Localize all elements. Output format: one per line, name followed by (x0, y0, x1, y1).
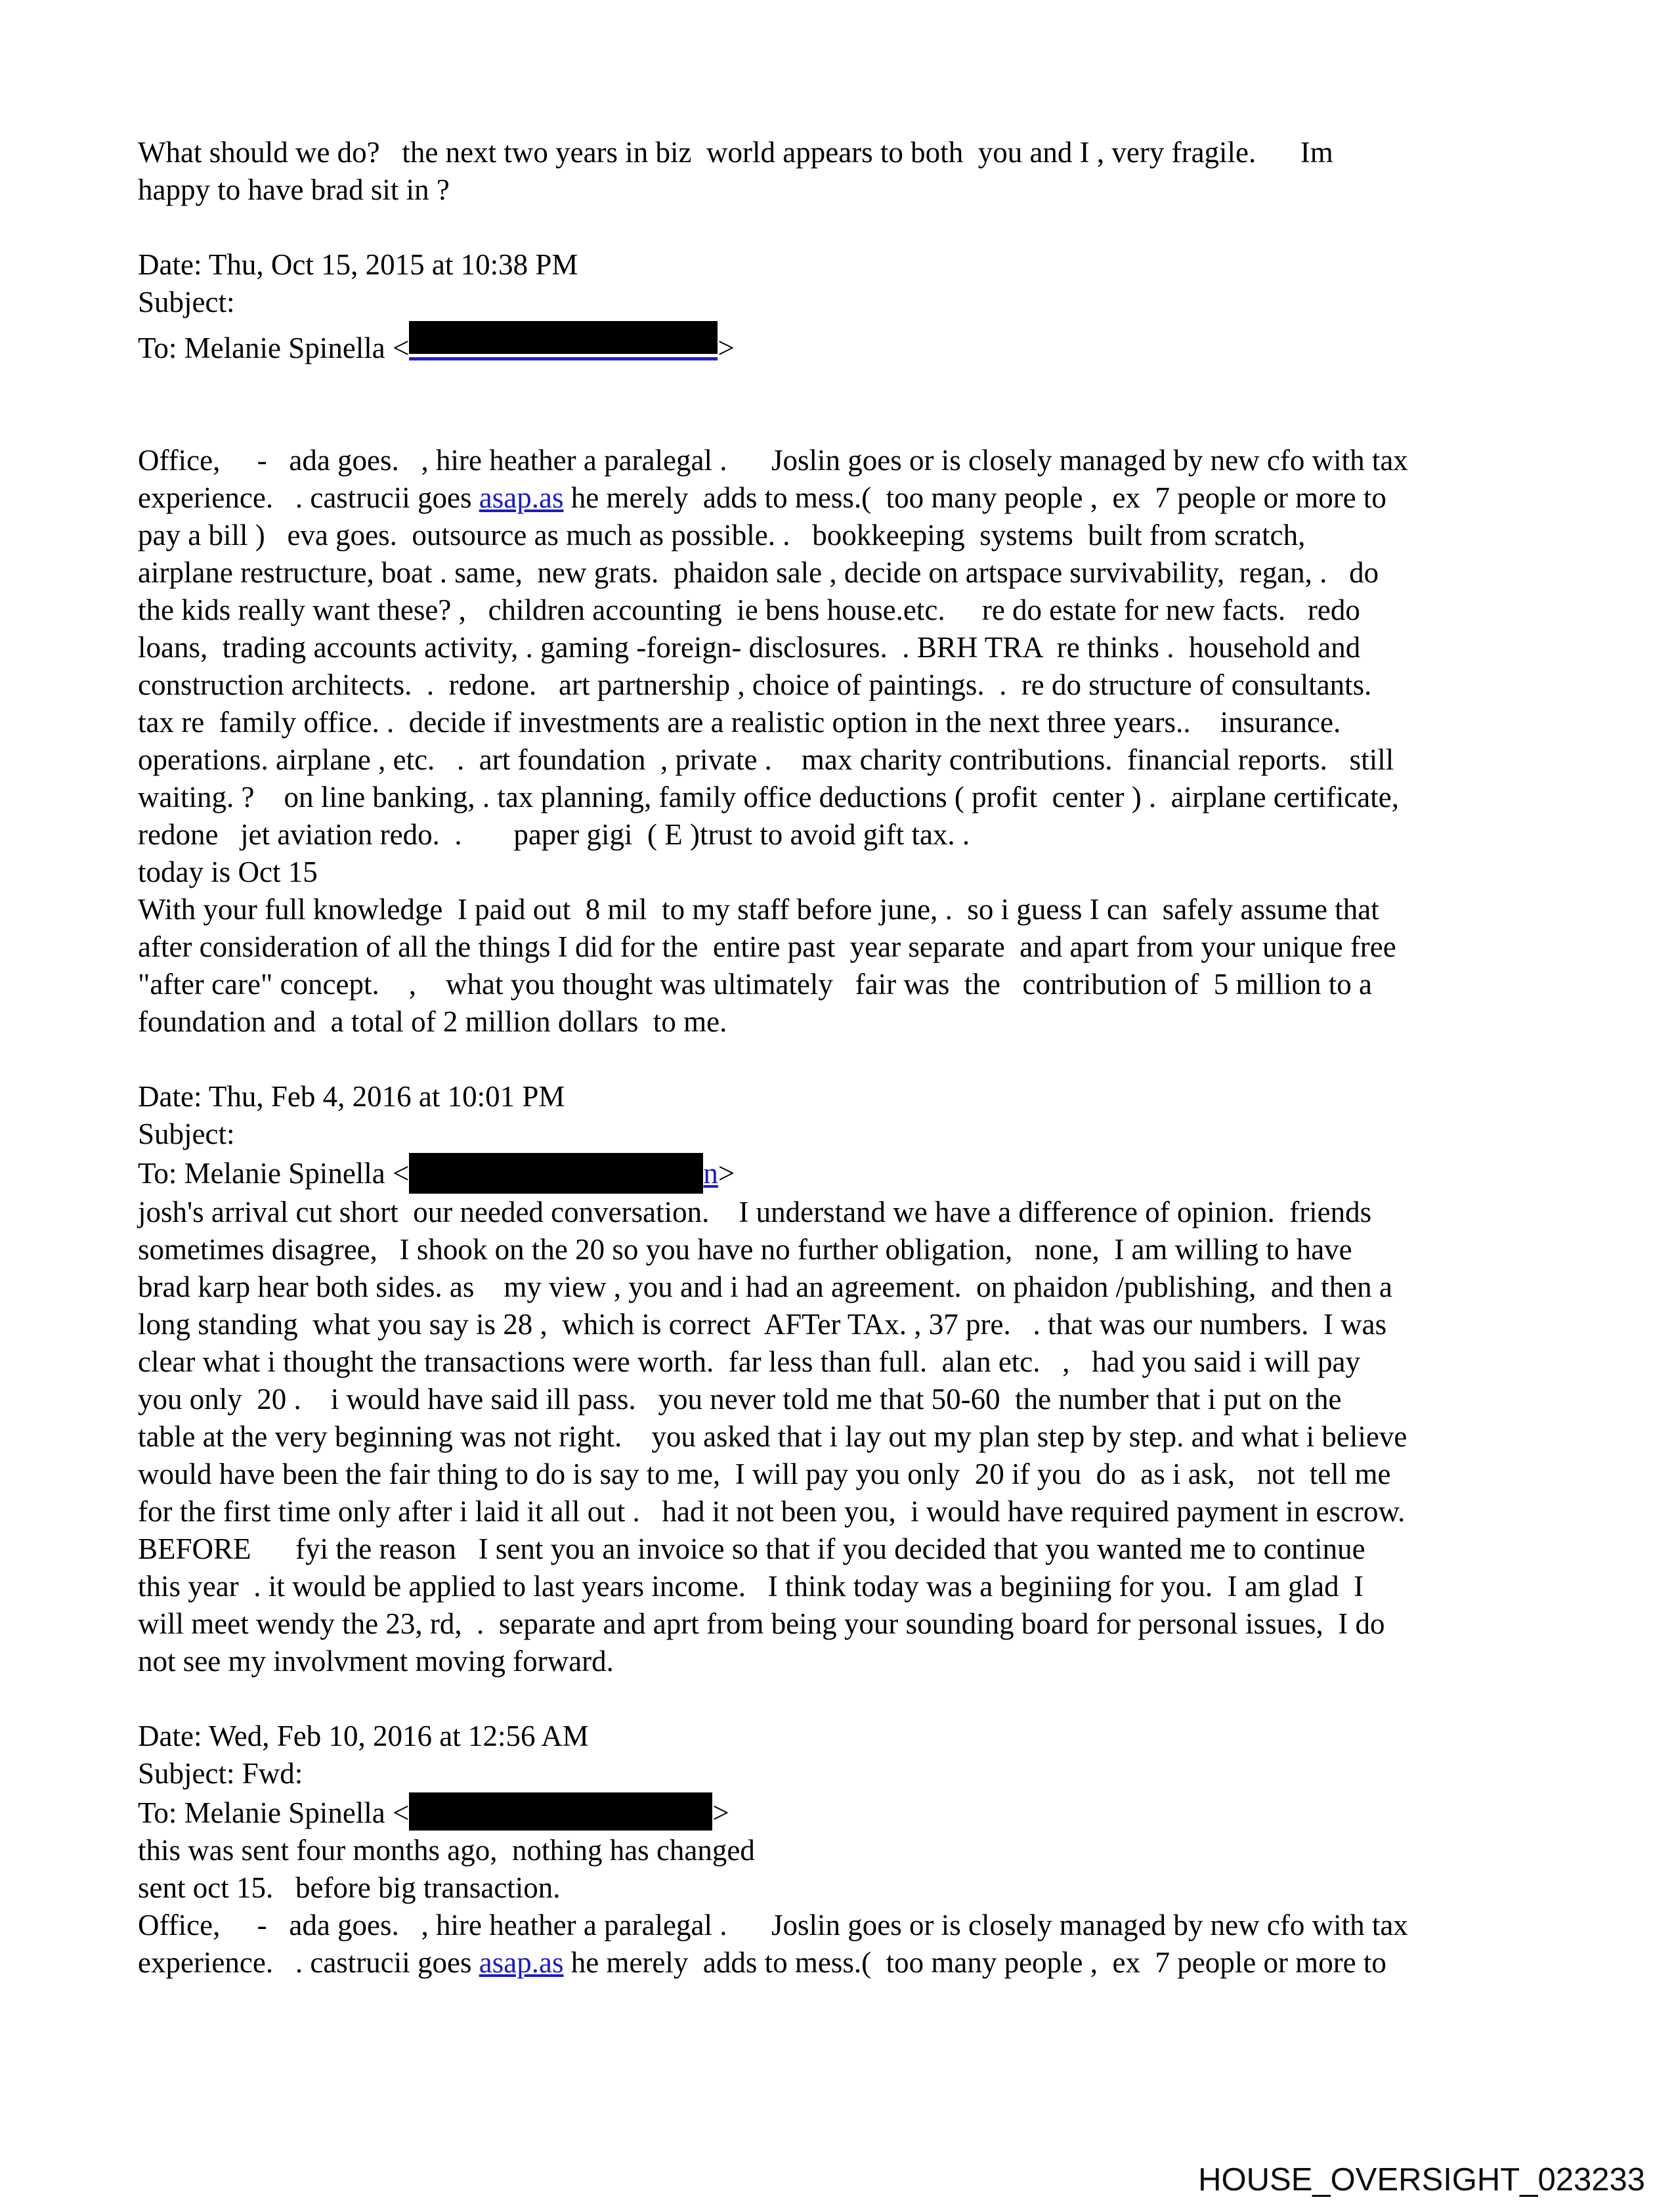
email-header-2 (138, 1078, 1576, 1194)
asap-link[interactable]: asap.as (479, 1946, 564, 1979)
text-line (138, 1832, 1576, 1869)
text-line (138, 1530, 1576, 1568)
redaction-bar (409, 1792, 712, 1831)
date-line (138, 1718, 1576, 1755)
text-line (138, 1381, 1576, 1418)
text-segment: waiting. ? on line banking, . tax planning, family office deductions ( profit center ) . airplane certificate, (138, 781, 1400, 813)
intro-paragraph (138, 134, 1576, 209)
date-line (138, 1078, 1576, 1116)
text-line (138, 1568, 1576, 1605)
text-line (138, 779, 1576, 816)
text-line (138, 928, 1576, 966)
text-segment: happy to have brad sit in ? (138, 173, 450, 206)
text-segment: he merely adds to mess.( too many people , ex 7 people or more to (563, 481, 1386, 514)
text-segment: "after care" concept. , what you thought was ultimately fair was the contribution of 5 million to a (138, 968, 1373, 1001)
text-line (138, 1003, 1576, 1041)
text-segment: pay a bill ) eva goes. outsource as much as possible. . bookkeeping systems built from scratch, (138, 519, 1306, 552)
text-segment: To: Melanie Spinella < (138, 1157, 410, 1190)
email-body-2 (138, 1194, 1576, 1680)
text-line (138, 966, 1576, 1003)
text-segment: Office, - ada goes. , hire heather a paralegal . Joslin goes or is closely managed by new cfo with tax (138, 1909, 1408, 1941)
email-body-1 (138, 442, 1576, 1041)
text-line (138, 1194, 1576, 1231)
text-line (138, 1231, 1576, 1269)
redaction-bar (409, 321, 718, 360)
text-line (138, 592, 1576, 629)
date-line (138, 246, 1576, 284)
text-line (138, 1643, 1576, 1680)
text-line (138, 1869, 1576, 1907)
text-line (138, 1493, 1576, 1530)
text-line (138, 1343, 1576, 1381)
text-line (138, 629, 1576, 666)
text-line (138, 741, 1576, 779)
text-segment: Date: Wed, Feb 10, 2016 at 12:56 AM (138, 1720, 589, 1752)
text-segment: redone jet aviation redo. . paper gigi ( E )trust to avoid gift tax. . (138, 818, 970, 851)
text-line (138, 1907, 1576, 1944)
text-line (138, 891, 1576, 928)
text-segment: BEFORE fyi the reason I sent you an invoice so that if you decided that you wanted me to continue (138, 1532, 1365, 1565)
text-segment: > (718, 1157, 735, 1190)
text-segment: sent oct 15. before big transaction. (138, 1871, 561, 1904)
text-segment: table at the very beginning was not right. you asked that i lay out my plan step by step. and what i believe (138, 1420, 1407, 1453)
text-line (138, 442, 1576, 479)
text-segment: would have been the fair thing to do is say to me, I will pay you only 20 if you do as i ask, not tell me (138, 1458, 1391, 1490)
text-line (138, 134, 1576, 171)
text-line (138, 479, 1576, 517)
text-segment: you only 20 . i would have said ill pass. you never told me that 50-60 the number that i put on the (138, 1383, 1342, 1416)
text-line (138, 1306, 1576, 1343)
text-line (138, 554, 1576, 592)
text-segment: this was sent four months ago, nothing has changed (138, 1834, 755, 1867)
text-segment: To: Melanie Spinella < (138, 332, 410, 364)
text-segment: experience. . castrucii goes (138, 481, 479, 514)
subject-line (138, 1116, 1576, 1153)
text-segment: foundation and a total of 2 million dollars to me. (138, 1005, 727, 1038)
text-line (138, 1456, 1576, 1493)
text-segment: the kids really want these? , children accounting ie bens house.etc. re do estate for new facts. redo (138, 594, 1360, 626)
text-segment: Subject: Fwd: (138, 1757, 303, 1790)
text-segment: With your full knowledge I paid out 8 mil to my staff before june, . so i guess I can safely assume that (138, 893, 1379, 926)
asap-link[interactable]: asap.as (479, 481, 564, 514)
text-line (138, 517, 1576, 554)
redaction-bar (409, 1153, 703, 1194)
email-header-1 (138, 246, 1576, 367)
text-segment: operations. airplane , etc. . art foundation , private . max charity contributions. financial reports. still (138, 743, 1394, 776)
text-segment: tax re family office. . decide if investments are a realistic option in the next three years.. insurance. (138, 706, 1341, 739)
text-segment: not see my involvment moving forward. (138, 1645, 614, 1678)
text-line (138, 816, 1576, 854)
to-line (138, 321, 1576, 367)
text-line (138, 171, 1576, 209)
text-segment: Office, - ada goes. , hire heather a paralegal . Joslin goes or is closely managed by new cfo with tax (138, 444, 1408, 477)
text-segment: To: Melanie Spinella < (138, 1796, 410, 1829)
text-segment: clear what i thought the transactions were worth. far less than full. alan etc. , had you said i will pay (138, 1345, 1360, 1378)
text-segment: this year . it would be applied to last years income. I think today was a beginiing for you. I am glad I (138, 1570, 1364, 1603)
to-line (138, 1792, 1576, 1832)
email-header-3 (138, 1718, 1576, 1832)
text-segment: airplane restructure, boat . same, new grats. phaidon sale , decide on artspace survivability, regan, . do (138, 556, 1379, 589)
text-segment: josh's arrival cut short our needed conversation. I understand we have a difference of opinion. friends (138, 1196, 1372, 1228)
text-segment: brad karp hear both sides. as my view , you and i had an agreement. on phaidon /publishing, and then a (138, 1270, 1392, 1303)
text-segment: will meet wendy the 23, rd, . separate and aprt from being your sounding board for personal issues, I do (138, 1607, 1385, 1640)
text-line (138, 1269, 1576, 1306)
text-line (138, 854, 1576, 891)
text-segment: for the first time only after i laid it all out . had it not been you, i would have required payment in escrow. (138, 1495, 1406, 1528)
subject-line (138, 284, 1576, 321)
text-line (138, 666, 1576, 704)
text-line (138, 1605, 1576, 1643)
text-segment: > (712, 1796, 729, 1829)
text-segment: loans, trading accounts activity, . gaming -foreign- disclosures. . BRH TRA re thinks . household and (138, 631, 1361, 664)
bates-number: HOUSE_OVERSIGHT_023233 (1198, 2162, 1645, 2198)
text-segment: Subject: (138, 286, 235, 318)
text-segment: Date: Thu, Oct 15, 2015 at 10:38 PM (138, 248, 578, 281)
to-line (138, 1153, 1576, 1194)
text-segment: sometimes disagree, I shook on the 20 so you have no further obligation, none, I am willing to have (138, 1233, 1352, 1266)
text-segment: today is Oct 15 (138, 856, 318, 888)
text-segment: experience. . castrucii goes (138, 1946, 479, 1979)
text-line (138, 704, 1576, 741)
text-segment: > (718, 332, 735, 364)
text-segment: construction architects. . redone. art partnership , choice of paintings. . re do structure of consultants. (138, 668, 1372, 701)
text-segment: after consideration of all the things I did for the entire past year separate and apart from your unique free (138, 930, 1396, 963)
subject-line (138, 1755, 1576, 1792)
asap-link[interactable]: n (703, 1157, 718, 1190)
text-segment: he merely adds to mess.( too many people , ex 7 people or more to (563, 1946, 1386, 1979)
text-segment: long standing what you say is 28 , which is correct AFTer TAx. , 37 pre. . that was our numbers. I was (138, 1308, 1387, 1341)
text-segment: Subject: (138, 1117, 235, 1150)
email-body-3 (138, 1832, 1576, 1982)
text-line (138, 1418, 1576, 1456)
text-segment: Date: Thu, Feb 4, 2016 at 10:01 PM (138, 1080, 565, 1113)
text-line (138, 1944, 1576, 1982)
text-segment: What should we do? the next two years in biz world appears to both you and I , very fragile. Im (138, 136, 1333, 169)
email-thread (138, 134, 1576, 1982)
